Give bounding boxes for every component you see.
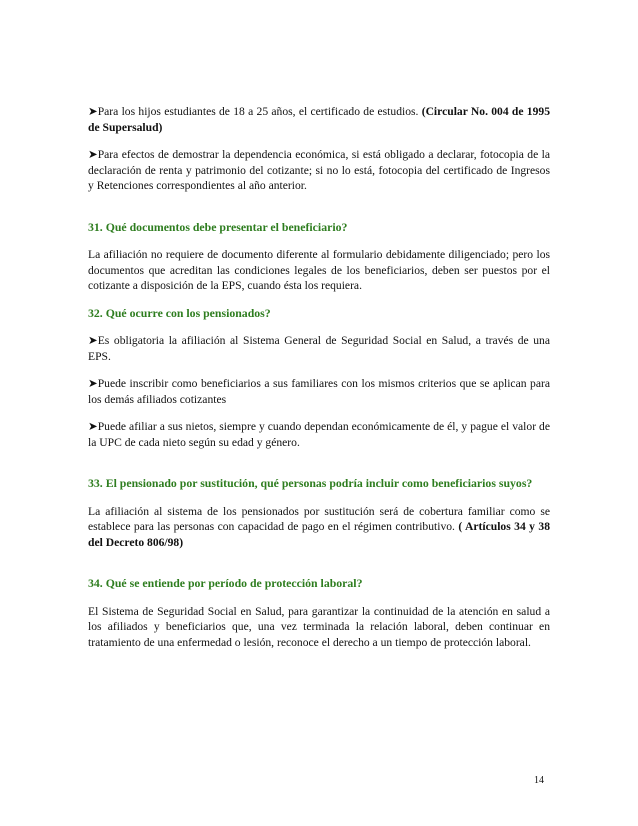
heading-question-31: 31. Qué documentos debe presentar el beneficiario? [88, 219, 348, 234]
page-number: 14 [534, 775, 544, 786]
paragraph-hijos-estudiantes: ➤Para los hijos estudiantes de 18 a 25 años, el certificado de estudios. (Circular No. 004 de 1995 de Supersalud) [88, 105, 550, 134]
paragraph-answer-33: La afiliación al sistema de los pensionados por sustitución será de cobertura familiar como se establece para las personas con capacidad de pago en el régimen contributivo. ( Artículos 34 y 38 del Decreto 806/98) [88, 504, 550, 549]
heading-question-32: 32. Qué ocurre con los pensionados? [88, 305, 271, 320]
document-body [88, 104, 550, 662]
paragraph-dependencia-economica: ➤Para efectos de demostrar la dependencia económica, si está obligado a declarar, fotocopia de la declaración de renta y patrimonio del cotizante; si no lo está, fotocopia del certificado de Ingresos y Retenciones correspondientes al año anterior. [88, 148, 550, 192]
paragraph-pensionados-obligatoria: ➤Es obligatoria la afiliación al Sistema General de Seguridad Social en Salud, a través de una EPS. [88, 334, 550, 363]
paragraph-answer-31: La afiliación no requiere de documento diferente al formulario debidamente diligenciado; pero los documentos que acreditan las condiciones legales de los beneficiarios, deben ser puestos por el cotizante a disposición de la EPS, cuando ésta los requiera. [88, 248, 550, 292]
paragraph-pensionados-beneficiarios: ➤Puede inscribir como beneficiarios a sus familiares con los mismos criterios que se aplican para los demás afiliados cotizantes [88, 377, 550, 406]
paragraph-answer-34: El Sistema de Seguridad Social en Salud, para garantizar la continuidad de la atención en salud a los afiliados y beneficiarios que, una vez terminada la relación laboral, deben continuar en tratamiento de una enfermedad o lesión, reconoce el derecho a un tiempo de protección laboral. [88, 604, 550, 649]
paragraph-pensionados-nietos: ➤Puede afiliar a sus nietos, siempre y cuando dependan económicamente de él, y pague el valor de la UPC de cada nieto según su edad y género. [88, 420, 550, 449]
heading-question-34: 34. Qué se entiende por período de protección laboral? [88, 576, 363, 590]
heading-question-33: 33. El pensionado por sustitución, qué personas podría incluir como beneficiarios suyos? [88, 476, 533, 490]
